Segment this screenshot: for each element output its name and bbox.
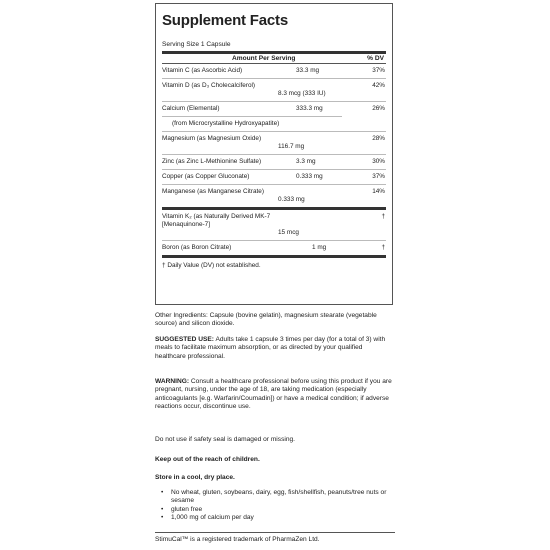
nutrient-row-vitamin-k2	[162, 210, 386, 241]
nutrient-name: Vitamin D (as D₃ Cholecalciferol)	[162, 82, 256, 89]
suggested-use-text: Adults take 1 capsule 3 times per day (for a total of 3) with meals to facilitate maximum absorption, or as directed by your qualified healthcare professional.	[155, 336, 386, 360]
seal-notice: Do not use if safety seal is damaged or missing.	[155, 436, 296, 443]
nutrient-name: Vitamin C (as Ascorbic Acid)	[162, 67, 243, 74]
warning	[155, 378, 395, 412]
nutrient-dv: 37%	[372, 173, 385, 180]
nutrient-row-vitamin-c	[162, 64, 386, 79]
other-ingredients: Other Ingredients: Capsule (bovine gelatin), magnesium stearate (vegetable source) and silicon dioxide.	[155, 312, 377, 328]
suggested-use-label: SUGGESTED USE:	[155, 336, 214, 343]
nutrient-amount: 15 mcg	[278, 229, 299, 236]
storage-text: Store in a cool, dry place.	[155, 474, 235, 481]
nutrient-amount: 333.3 mg	[296, 105, 323, 112]
nutrient-dv: †	[381, 244, 385, 251]
nutrient-name: (from Microcrystalline Hydroxyapatite)	[172, 120, 280, 127]
nutrient-name: Copper (as Copper Gluconate)	[162, 173, 250, 180]
list-item: • No wheat, gluten, soybeans, dairy, egg, fish/shellfish, peanuts/tree nuts or sesame	[155, 489, 395, 506]
nutrient-row-manganese	[162, 185, 386, 210]
nutrient-name: Vitamin K₂ (as Naturally Derived MK-7 [Menaquinone-7]	[162, 213, 271, 228]
serving-size: Serving Size 1 Capsule	[162, 41, 231, 48]
header-dv: % DV	[367, 55, 384, 62]
nutrient-dv: 37%	[372, 67, 385, 74]
list-item: • gluten free	[155, 506, 395, 514]
nutrient-name: Zinc (as Zinc L-Methionine Sulfate)	[162, 158, 262, 165]
nutrient-amount: 3.3 mg	[296, 158, 316, 165]
nutrient-dv: 14%	[372, 188, 385, 195]
nutrient-dv: 28%	[372, 135, 385, 142]
storage-notice	[155, 474, 395, 482]
keep-out-notice	[155, 456, 395, 464]
nutrient-dv: †	[381, 213, 385, 220]
trademark-notice: StimuCal™ is a registered trademark of PharmaZen Ltd.	[155, 536, 320, 543]
warning-text: Consult a healthcare professional before using this product if you are pregnant, nursing, under the age of 18, are taking medication (especially anticoagulants [e.g. Warfarin/Coumadin]) or have a medical condition; if adverse reactions occur, discontinue use.	[155, 378, 392, 411]
nutrient-name: Boron (as Boron Citrate)	[162, 244, 232, 251]
nutrient-row-calcium	[162, 102, 386, 116]
nutrient-dv: 42%	[372, 82, 385, 89]
keep-out-text: Keep out of the reach of children.	[155, 456, 260, 463]
warning-label: WARNING:	[155, 378, 190, 385]
nutrient-row-boron	[162, 241, 386, 258]
nutrient-row-magnesium	[162, 132, 386, 155]
nutrient-name: Manganese (as Manganese Citrate)	[162, 188, 264, 195]
nutrient-amount: 1 mg	[312, 244, 327, 251]
nutrient-row-zinc	[162, 155, 386, 170]
nutrient-name: Magnesium (as Magnesium Oxide)	[162, 135, 262, 142]
bullet-list	[155, 489, 395, 523]
nutrient-row-calcium-source	[162, 117, 386, 132]
nutrient-amount: 0.333 mg	[278, 196, 305, 203]
nutrient-amount: 33.3 mg	[296, 67, 320, 74]
nutrient-row-copper	[162, 170, 386, 185]
nutrient-name: Calcium (Elemental)	[162, 105, 220, 112]
supplement-facts-panel	[155, 3, 393, 305]
list-item: • 1,000 mg of calcium per day	[155, 514, 395, 522]
nutrient-dv: 30%	[372, 158, 385, 165]
nutrient-amount: 116.7 mg	[278, 143, 305, 150]
suggested-use	[155, 336, 395, 361]
column-header-row	[162, 54, 386, 64]
header-amount: Amount Per Serving	[232, 55, 296, 62]
dv-footnote: † Daily Value (DV) not established.	[162, 262, 261, 269]
nutrient-row-vitamin-d	[162, 79, 386, 102]
allergen-list	[155, 489, 395, 523]
nutrient-amount: 0.333 mg	[296, 173, 323, 180]
panel-title: Supplement Facts	[162, 12, 288, 29]
nutrient-dv: 26%	[372, 105, 385, 112]
divider	[155, 532, 395, 533]
nutrient-amount: 8.3 mcg (333 IU)	[278, 90, 326, 97]
